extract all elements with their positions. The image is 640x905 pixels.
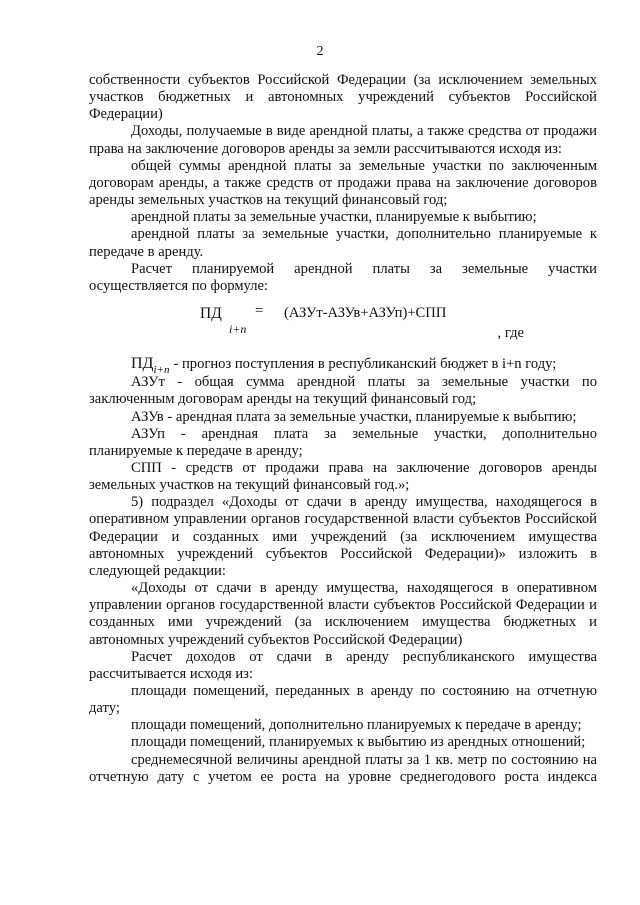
formula-lhs: ПД — [200, 305, 222, 323]
definition-subscript: i+n — [153, 364, 170, 377]
paragraph: общей суммы арендной платы за земельные участки по заключенным договорам аренды, а также средств от продажи права на заключение договоров аренды земельных участков на текущий финансовый год; — [89, 157, 597, 209]
definition-azut: АЗУт - общая сумма арендной платы за земельные участки по заключенным договорам аренды на текущий финансовый год; — [89, 374, 597, 408]
definition-text: - прогноз поступления в республиканский бюджет в i+n году; — [173, 356, 557, 373]
page-number: 2 — [316, 44, 324, 59]
paragraph: Расчет доходов от сдачи в аренду республиканского имущества рассчитывается исходя из: — [89, 648, 597, 682]
paragraph: 5) подраздел «Доходы от сдачи в аренду имущества, находящегося в оперативном управлении органов государственной власти субъектов Российской Федерации и созданных ими учреждений (за исключением имущества автономных учреждений субъектов Российской Федерации)» изложить в следующей редакции: — [89, 494, 597, 579]
definition-azup: АЗУп - арендная плата за земельные участки, дополнительно планируемые к передаче в аренду; — [89, 425, 597, 459]
definition-spp: СПП - средств от продажи права на заключение договоров аренды земельных участков на текущий финансовый год.»; — [89, 459, 597, 494]
formula-subscript: i+n — [229, 322, 247, 337]
definition-azuv: АЗУв - арендная плата за земельные участки, планируемые к выбытию; — [131, 408, 577, 425]
paragraph: арендной платы за земельные участки, планируемые к выбытию; — [131, 209, 537, 226]
formula-expression: (АЗУт-АЗУв+АЗУп)+СПП — [284, 305, 447, 322]
paragraph: площади помещений, переданных в аренду по состоянию на отчетную дату; — [89, 683, 597, 717]
formula-suffix: , где — [497, 325, 524, 342]
paragraph: площади помещений, планируемых к выбытию из арендных отношений; — [131, 734, 586, 751]
document-body — [89, 72, 597, 786]
definition-pd — [89, 355, 597, 377]
paragraph: площади помещений, дополнительно планируемых к передаче в аренду; — [131, 717, 582, 734]
paragraph: «Доходы от сдачи в аренду имущества, находящегося в оперативном управлении органов государственной власти субъектов Российской Федерации и созданных ими учреждений (за исключением имущества бюджетных и автономных учреждений субъектов Российской Федерации) — [89, 580, 597, 648]
paragraph: собственности субъектов Российской Федерации (за исключением земельных участков бюджетных и автономных учреждений субъектов Российской Федерации) — [89, 72, 597, 123]
formula-equals: = — [255, 303, 264, 320]
paragraph: арендной платы за земельные участки, дополнительно планируемые к передаче в аренду. — [89, 226, 597, 260]
formula — [89, 297, 597, 355]
paragraph: Доходы, получаемые в виде арендной платы, а также средства от продажи права на заключение договоров аренды за земли рассчитываются исходя из: — [89, 123, 597, 157]
paragraph: среднемесячной величины арендной платы за 1 кв. метр по состоянию на отчетную дату с учетом ее роста на уровне среднегодового роста индекса — [89, 751, 597, 785]
definition-symbol: ПД — [131, 355, 154, 373]
paragraph: Расчет планируемой арендной платы за земельные участки осуществляется по формуле: — [89, 260, 597, 294]
